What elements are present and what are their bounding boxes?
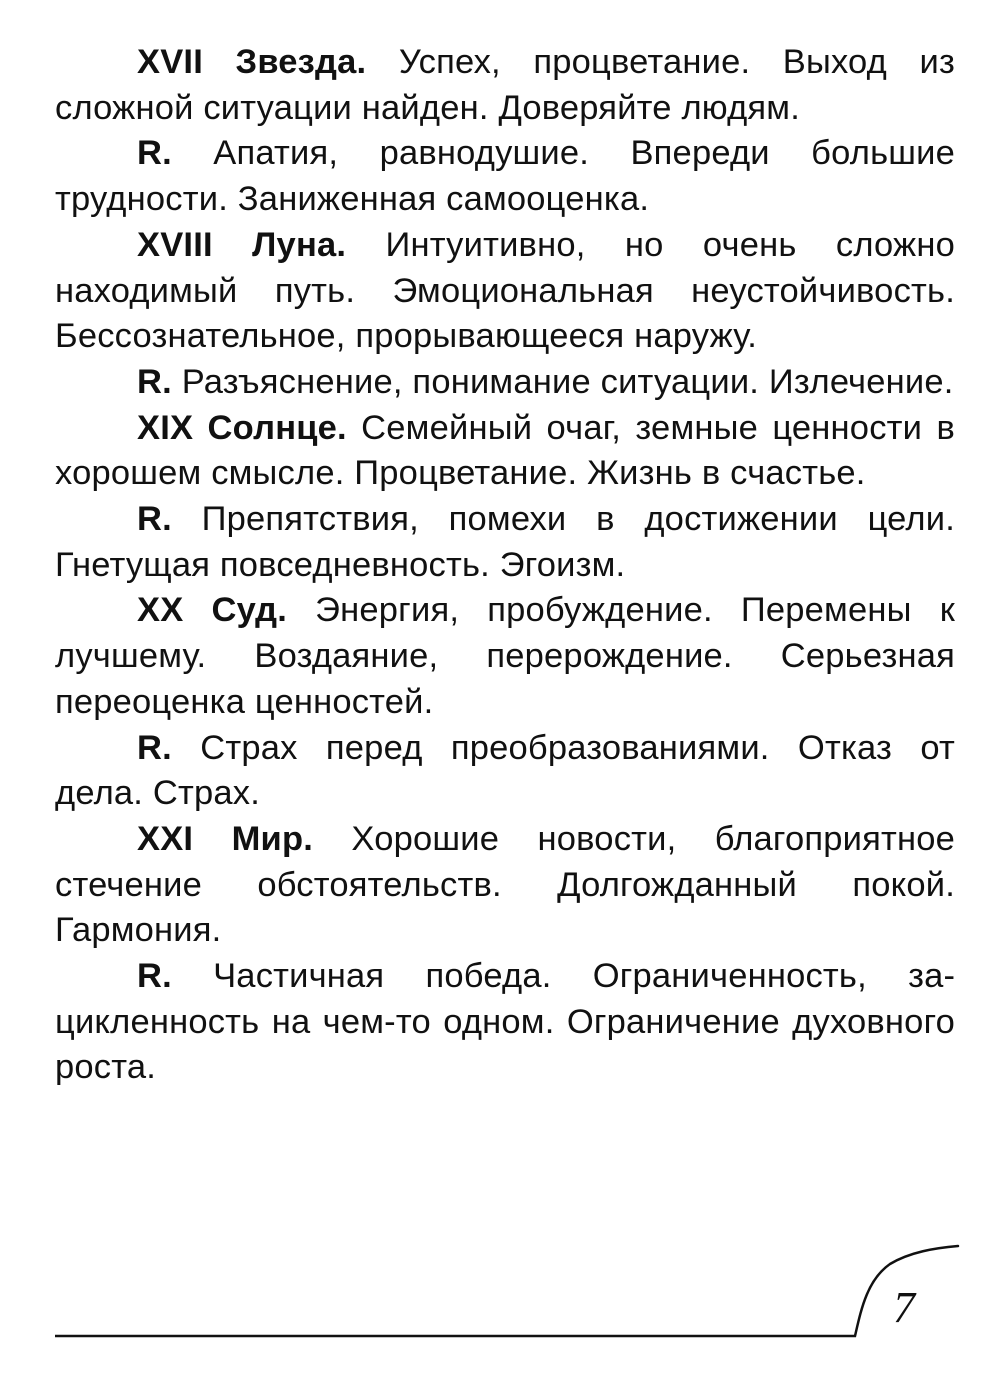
entry-heading: XIX Солнце. bbox=[137, 408, 347, 447]
footer-rule-icon bbox=[55, 1240, 960, 1350]
entry-text: Интуитивно, но очень сложно находимый путь. Эмоциональная неустойчивость. Бессознательное, прорывающееся наружу. bbox=[55, 225, 955, 356]
entry-judgement bbox=[55, 588, 955, 725]
entry-moon bbox=[55, 223, 955, 360]
entry-heading: R. bbox=[137, 728, 172, 767]
entry-heading: R. bbox=[137, 362, 172, 401]
page-number: 7 bbox=[893, 1283, 915, 1332]
entry-text: Апатия, равнодушие. Впереди большие трудности. Заниженная самооценка. bbox=[55, 134, 955, 219]
entry-world-reversed bbox=[55, 954, 955, 1091]
entry-judgement-reversed bbox=[55, 726, 955, 817]
entry-heading: XVII Звезда. bbox=[137, 43, 367, 81]
entry-text: Страх перед преобразованиями. Отказ от дела. Страх. bbox=[55, 728, 955, 813]
entry-heading: R. bbox=[137, 957, 172, 996]
entry-sun bbox=[55, 406, 955, 497]
page-footer bbox=[55, 1240, 960, 1350]
entry-text: Разъяснение, понимание ситуации. Излечение. bbox=[171, 362, 954, 401]
entry-text: Семейный очаг, земные ценности в хорошем смысле. Процветание. Жизнь в счастье. bbox=[55, 408, 955, 493]
entry-text: Препятствия, помехи в достижении цели. Гнетущая повседневность. Эгоизм. bbox=[55, 500, 955, 584]
entry-text: Энергия, пробуждение. Перемены к лучшему. Воздаяние, перерождение. Серьезная переоценка ценностей. bbox=[55, 591, 955, 721]
entry-star bbox=[55, 40, 955, 131]
entry-star-reversed bbox=[55, 131, 955, 222]
entry-text: Частичная победа. Ограниченность, зацикленность на чем-то одном. Ограничение духовного роста. bbox=[55, 957, 955, 1087]
entry-heading: XX Суд. bbox=[137, 591, 288, 630]
entry-heading: R. bbox=[137, 500, 172, 539]
entry-heading: R. bbox=[137, 134, 172, 173]
entry-world bbox=[55, 817, 955, 954]
entry-sun-reversed bbox=[55, 497, 955, 588]
entry-moon-reversed bbox=[55, 360, 955, 406]
entry-heading: XVIII Луна. bbox=[137, 225, 347, 264]
page-body bbox=[55, 40, 955, 1091]
entry-heading: XXI Мир. bbox=[137, 819, 314, 858]
entry-text: Хорошие новости, благоприятное стечение обстоятельств. Долгожданный покой. Гармония. bbox=[55, 819, 955, 950]
entry-text: Успех, процветание. Выход из сложной ситуации найден. Доверяйте людям. bbox=[55, 43, 955, 127]
